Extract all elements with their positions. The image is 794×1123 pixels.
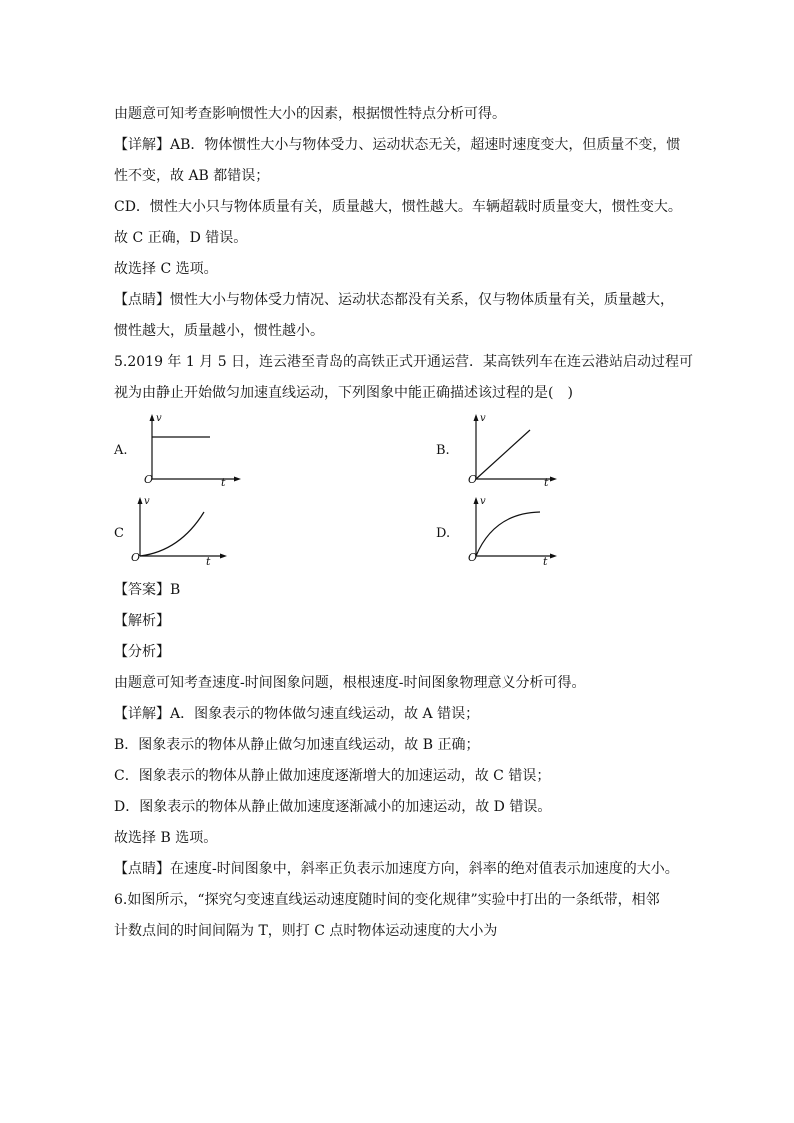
- curve-linear: [476, 430, 530, 479]
- curve-concave-down: [476, 512, 540, 556]
- x-axis-arrow: [550, 477, 557, 482]
- origin-label: O: [468, 473, 478, 486]
- origin-label: O: [144, 473, 154, 486]
- y-axis-arrow: [138, 497, 143, 504]
- text-line: 故选择 C 选项。: [114, 261, 218, 277]
- option-b-graph: [436, 413, 566, 488]
- x-axis-label: t: [221, 476, 226, 489]
- section-heading: 【分析】: [114, 644, 170, 660]
- option-c-graph: [114, 495, 244, 570]
- y-axis-arrow: [150, 414, 155, 421]
- text-line: 性不变，故 AB 都错误；: [114, 168, 270, 184]
- text-line: 【点睛】在速度-时间图象中，斜率正负表示加速度方向，斜率的绝对值表示加速度的大小。: [114, 861, 679, 877]
- question-6-line-2: 计数点间的时间间隔为 T，则打 C 点时物体运动速度的大小为: [114, 923, 498, 939]
- text-line: CD．惯性大小只与物体质量有关，质量越大，惯性越大。车辆超载时质量变大，惯性变大。: [114, 199, 682, 215]
- text-line: 【详解】AB．物体惯性大小与物体受力、运动状态无关，超速时速度变大，但质量不变，惯: [114, 137, 681, 153]
- option-label: A.: [114, 443, 128, 458]
- section-heading: 【解析】: [114, 613, 170, 629]
- question-5-line-1: 5.2019 年 1 月 5 日，连云港至青岛的高铁正式开通运营．某高铁列车在连云港站启动过程可: [114, 354, 694, 370]
- option-a-graph: [114, 413, 244, 488]
- option-d-graph: [436, 495, 566, 570]
- text-line: 【点睛】惯性大小与物体受力情况、运动状态都没有关系，仅与物体质量有关，质量越大，: [114, 292, 674, 308]
- x-axis-arrow: [234, 477, 241, 482]
- y-axis-label: v: [156, 413, 162, 424]
- text-line: C．图象表示的物体从静止做加速度逐渐增大的加速运动，故 C 错误；: [114, 768, 551, 784]
- origin-label: O: [131, 551, 141, 564]
- x-axis-arrow: [220, 554, 227, 559]
- origin-label: O: [468, 551, 478, 564]
- y-axis-arrow: [474, 497, 479, 504]
- text-line: 故 C 正确，D 错误。: [114, 230, 248, 246]
- text-line: 由题意可知考查影响惯性大小的因素，根据惯性特点分析可得。: [114, 106, 506, 122]
- text-line: 故选择 B 选项。: [114, 830, 218, 846]
- x-axis-arrow: [550, 554, 557, 559]
- option-label: B.: [436, 443, 450, 458]
- y-axis-label: v: [144, 496, 150, 507]
- curve-concave-up: [140, 512, 204, 556]
- question-6-line-1: 6.如图所示，“探究匀变速直线运动速度随时间的变化规律”实验中打出的一条纸带，相邻: [114, 892, 660, 908]
- y-axis-label: v: [480, 496, 486, 507]
- question-5-line-2: 视为由静止开始做匀加速直线运动，下列图象中能正确描述该过程的是( ): [114, 385, 573, 401]
- x-axis-label: t: [544, 476, 549, 489]
- text-line: 【详解】A．图象表示的物体做匀速直线运动，故 A 错误；: [114, 706, 480, 722]
- text-line: D．图象表示的物体从静止做加速度逐渐减小的加速运动，故 D 错误。: [114, 799, 552, 815]
- x-axis-label: t: [206, 555, 211, 568]
- option-label: C: [114, 526, 124, 541]
- y-axis-arrow: [474, 414, 479, 421]
- x-axis-label: t: [543, 555, 548, 568]
- answer-line: 【答案】B: [114, 582, 181, 598]
- option-label: D.: [436, 526, 451, 541]
- text-line: B．图象表示的物体从静止做匀加速直线运动，故 B 正确；: [114, 737, 480, 753]
- text-line: 惯性越大，质量越小，惯性越小。: [114, 323, 324, 339]
- y-axis-label: v: [480, 413, 486, 424]
- text-line: 由题意可知考查速度-时间图象问题，根根速度-时间图象物理意义分析可得。: [114, 675, 586, 691]
